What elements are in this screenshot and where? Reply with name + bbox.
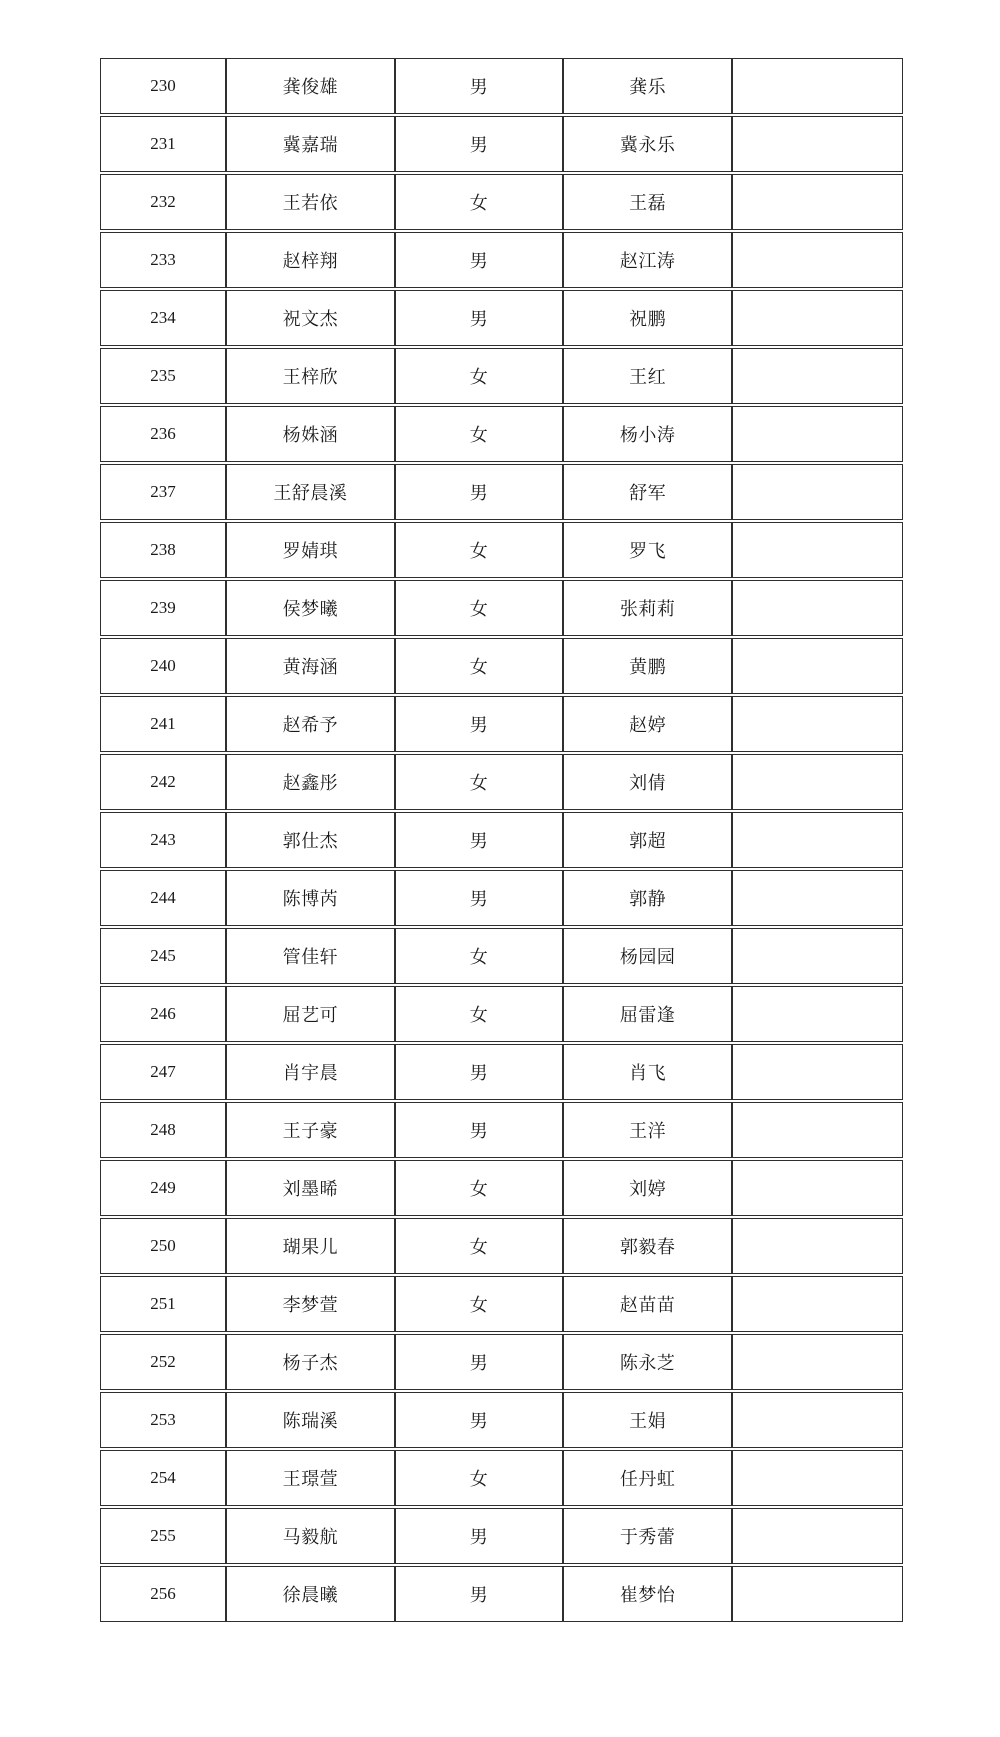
name-cell: 赵鑫彤	[226, 754, 395, 810]
index-cell: 239	[100, 580, 226, 636]
related-name-cell: 郭超	[563, 812, 732, 868]
related-name-cell: 刘婷	[563, 1160, 732, 1216]
gender-cell: 女	[395, 1450, 564, 1506]
name-cell: 王舒晨溪	[226, 464, 395, 520]
related-name-cell: 王洋	[563, 1102, 732, 1158]
index-cell: 248	[100, 1102, 226, 1158]
gender-cell: 男	[395, 870, 564, 926]
table-row	[100, 1102, 903, 1158]
table-row	[100, 464, 903, 520]
table-row	[100, 116, 903, 172]
gender-cell: 女	[395, 986, 564, 1042]
index-cell: 230	[100, 58, 226, 114]
empty-cell	[732, 1102, 903, 1158]
empty-cell	[732, 1566, 903, 1622]
name-cell: 黄海涵	[226, 638, 395, 694]
empty-cell	[732, 406, 903, 462]
gender-cell: 男	[395, 290, 564, 346]
index-cell: 245	[100, 928, 226, 984]
table-row	[100, 522, 903, 578]
empty-cell	[732, 812, 903, 868]
related-name-cell: 杨园园	[563, 928, 732, 984]
table-row	[100, 638, 903, 694]
table-row	[100, 812, 903, 868]
related-name-cell: 舒军	[563, 464, 732, 520]
empty-cell	[732, 986, 903, 1042]
table-row	[100, 870, 903, 926]
table-row	[100, 1334, 903, 1390]
gender-cell: 女	[395, 174, 564, 230]
empty-cell	[732, 580, 903, 636]
index-cell: 246	[100, 986, 226, 1042]
gender-cell: 女	[395, 754, 564, 810]
roster-table-body	[100, 58, 903, 1622]
related-name-cell: 杨小涛	[563, 406, 732, 462]
table-row	[100, 58, 903, 114]
name-cell: 马毅航	[226, 1508, 395, 1564]
name-cell: 陈博芮	[226, 870, 395, 926]
index-cell: 241	[100, 696, 226, 752]
related-name-cell: 王娟	[563, 1392, 732, 1448]
empty-cell	[732, 174, 903, 230]
gender-cell: 女	[395, 522, 564, 578]
related-name-cell: 黄鹏	[563, 638, 732, 694]
table-row	[100, 348, 903, 404]
index-cell: 255	[100, 1508, 226, 1564]
index-cell: 256	[100, 1566, 226, 1622]
index-cell: 252	[100, 1334, 226, 1390]
empty-cell	[732, 116, 903, 172]
related-name-cell: 屈雷逢	[563, 986, 732, 1042]
gender-cell: 男	[395, 1334, 564, 1390]
index-cell: 243	[100, 812, 226, 868]
table-row	[100, 754, 903, 810]
index-cell: 242	[100, 754, 226, 810]
related-name-cell: 王红	[563, 348, 732, 404]
gender-cell: 男	[395, 1392, 564, 1448]
table-row	[100, 696, 903, 752]
index-cell: 233	[100, 232, 226, 288]
name-cell: 赵希予	[226, 696, 395, 752]
name-cell: 龚俊雄	[226, 58, 395, 114]
empty-cell	[732, 696, 903, 752]
gender-cell: 男	[395, 232, 564, 288]
roster-table	[100, 56, 903, 1624]
related-name-cell: 冀永乐	[563, 116, 732, 172]
table-row	[100, 1566, 903, 1622]
table-row	[100, 406, 903, 462]
related-name-cell: 赵江涛	[563, 232, 732, 288]
index-cell: 236	[100, 406, 226, 462]
name-cell: 徐晨曦	[226, 1566, 395, 1622]
related-name-cell: 罗飞	[563, 522, 732, 578]
table-row	[100, 290, 903, 346]
related-name-cell: 郭毅春	[563, 1218, 732, 1274]
name-cell: 陈瑞溪	[226, 1392, 395, 1448]
name-cell: 冀嘉瑞	[226, 116, 395, 172]
index-cell: 250	[100, 1218, 226, 1274]
related-name-cell: 赵苗苗	[563, 1276, 732, 1332]
gender-cell: 女	[395, 928, 564, 984]
index-cell: 240	[100, 638, 226, 694]
related-name-cell: 任丹虹	[563, 1450, 732, 1506]
name-cell: 侯梦曦	[226, 580, 395, 636]
gender-cell: 男	[395, 1508, 564, 1564]
name-cell: 罗婧琪	[226, 522, 395, 578]
table-row	[100, 174, 903, 230]
name-cell: 王若依	[226, 174, 395, 230]
related-name-cell: 王磊	[563, 174, 732, 230]
name-cell: 肖宇晨	[226, 1044, 395, 1100]
empty-cell	[732, 870, 903, 926]
gender-cell: 男	[395, 1566, 564, 1622]
empty-cell	[732, 1450, 903, 1506]
empty-cell	[732, 58, 903, 114]
index-cell: 234	[100, 290, 226, 346]
gender-cell: 女	[395, 638, 564, 694]
index-cell: 251	[100, 1276, 226, 1332]
empty-cell	[732, 1392, 903, 1448]
gender-cell: 男	[395, 1044, 564, 1100]
table-row	[100, 986, 903, 1042]
related-name-cell: 肖飞	[563, 1044, 732, 1100]
name-cell: 李梦萱	[226, 1276, 395, 1332]
empty-cell	[732, 638, 903, 694]
gender-cell: 男	[395, 464, 564, 520]
index-cell: 231	[100, 116, 226, 172]
gender-cell: 男	[395, 696, 564, 752]
name-cell: 管佳轩	[226, 928, 395, 984]
gender-cell: 女	[395, 580, 564, 636]
name-cell: 王梓欣	[226, 348, 395, 404]
index-cell: 235	[100, 348, 226, 404]
related-name-cell: 陈永芝	[563, 1334, 732, 1390]
empty-cell	[732, 1508, 903, 1564]
gender-cell: 男	[395, 58, 564, 114]
table-row	[100, 1392, 903, 1448]
related-name-cell: 龚乐	[563, 58, 732, 114]
empty-cell	[732, 290, 903, 346]
related-name-cell: 刘倩	[563, 754, 732, 810]
gender-cell: 女	[395, 1218, 564, 1274]
name-cell: 刘墨晞	[226, 1160, 395, 1216]
index-cell: 254	[100, 1450, 226, 1506]
name-cell: 屈艺可	[226, 986, 395, 1042]
index-cell: 238	[100, 522, 226, 578]
name-cell: 瑚果儿	[226, 1218, 395, 1274]
gender-cell: 男	[395, 116, 564, 172]
table-row	[100, 1450, 903, 1506]
table-row	[100, 580, 903, 636]
name-cell: 祝文杰	[226, 290, 395, 346]
table-row	[100, 928, 903, 984]
gender-cell: 女	[395, 348, 564, 404]
empty-cell	[732, 754, 903, 810]
table-row	[100, 1160, 903, 1216]
name-cell: 郭仕杰	[226, 812, 395, 868]
index-cell: 244	[100, 870, 226, 926]
related-name-cell: 张莉莉	[563, 580, 732, 636]
empty-cell	[732, 1160, 903, 1216]
empty-cell	[732, 464, 903, 520]
gender-cell: 女	[395, 406, 564, 462]
index-cell: 253	[100, 1392, 226, 1448]
gender-cell: 女	[395, 1160, 564, 1216]
empty-cell	[732, 1218, 903, 1274]
name-cell: 杨姝涵	[226, 406, 395, 462]
index-cell: 249	[100, 1160, 226, 1216]
index-cell: 232	[100, 174, 226, 230]
related-name-cell: 崔梦怡	[563, 1566, 732, 1622]
index-cell: 237	[100, 464, 226, 520]
related-name-cell: 于秀蕾	[563, 1508, 732, 1564]
empty-cell	[732, 1276, 903, 1332]
gender-cell: 女	[395, 1276, 564, 1332]
gender-cell: 男	[395, 1102, 564, 1158]
table-row	[100, 1508, 903, 1564]
empty-cell	[732, 232, 903, 288]
empty-cell	[732, 348, 903, 404]
empty-cell	[732, 928, 903, 984]
related-name-cell: 祝鹏	[563, 290, 732, 346]
related-name-cell: 赵婷	[563, 696, 732, 752]
name-cell: 王璟萱	[226, 1450, 395, 1506]
empty-cell	[732, 1334, 903, 1390]
related-name-cell: 郭静	[563, 870, 732, 926]
empty-cell	[732, 1044, 903, 1100]
name-cell: 赵梓翔	[226, 232, 395, 288]
gender-cell: 男	[395, 812, 564, 868]
table-row	[100, 1044, 903, 1100]
index-cell: 247	[100, 1044, 226, 1100]
name-cell: 杨子杰	[226, 1334, 395, 1390]
empty-cell	[732, 522, 903, 578]
table-row	[100, 232, 903, 288]
name-cell: 王子豪	[226, 1102, 395, 1158]
table-row	[100, 1276, 903, 1332]
table-row	[100, 1218, 903, 1274]
